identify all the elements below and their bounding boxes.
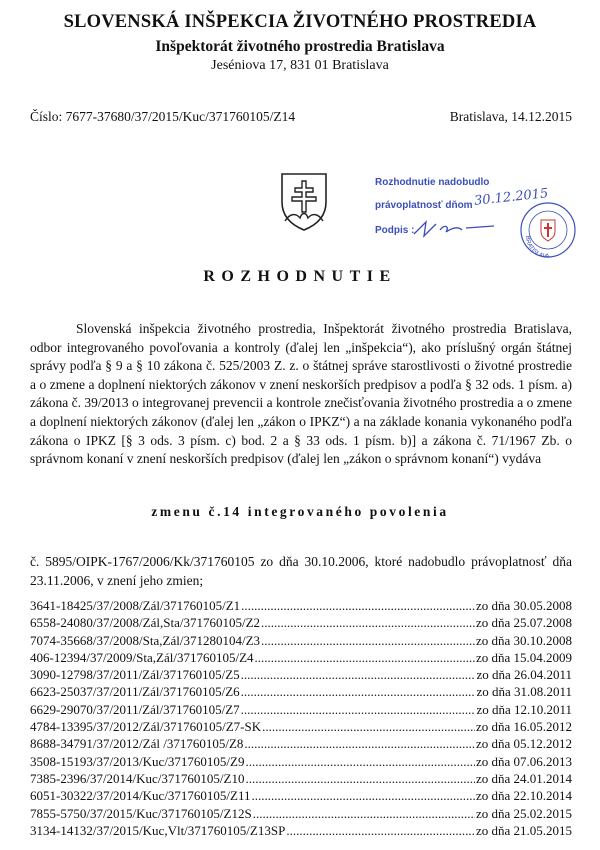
- amendment-item: [30, 667, 572, 684]
- amendments-list: [30, 598, 572, 840]
- amendment-number: 3134-14132/37/2015/Kuc,Vlt/371760105/Z13SP: [30, 822, 286, 838]
- amendment-item: [30, 615, 572, 632]
- organization-address: Jeséniova 17, 831 01 Bratislava: [211, 58, 389, 73]
- reference-number: Číslo: 7677-37680/37/2015/Kuc/371760105/Z14: [30, 109, 296, 124]
- amendment-number: 3508-15193/37/2013/Kuc/371760105/Z9: [30, 753, 245, 769]
- round-stamp-text: BRATISLAVA: [523, 235, 550, 260]
- document-heading: ROZHODNUTIE: [203, 268, 397, 285]
- amendment-date: zo dňa 24.01.2014: [475, 770, 572, 786]
- amendment-item: [30, 684, 572, 701]
- amendment-date: zo dňa 30.05.2008: [475, 598, 572, 613]
- organization-title: SLOVENSKÁ INŠPEKCIA ŽIVOTNÉHO PROSTREDIA: [63, 12, 537, 32]
- stamp-handwritten-date: 30.12.2015: [473, 186, 550, 209]
- amendment-number: 6623-25037/37/2011/Zál/371760105/Z6: [30, 684, 240, 700]
- amendment-date: zo dňa 16.05.2012: [475, 719, 572, 735]
- stamp-line-signature: Podpis :: [375, 225, 415, 236]
- amendment-date: zo dňa 31.08.2011: [476, 684, 572, 700]
- amendment-item: [30, 702, 572, 719]
- amendment-number: 8688-34791/37/2012/Zál /371760105/Z8: [30, 736, 244, 752]
- amendment-number: 3641-18425/37/2008/Zál/371760105/Z1: [30, 598, 241, 613]
- amendment-date: zo dňa 25.02.2015: [475, 805, 572, 821]
- amendment-item: [30, 771, 572, 788]
- permit-reference: č. 5895/OIPK-1767/2006/Kk/371760105 zo dňa 30.10.2006, ktoré nadobudlo právoplatnosť dňa 23.11.2006, v znení jeho zmien;: [30, 554, 572, 588]
- organization-subtitle: Inšpektorát životného prostredia Bratislava: [155, 38, 445, 55]
- amendment-number: 406-12394/37/2009/Sta,Zál/371760105/Z4: [30, 649, 254, 665]
- amendment-item: [30, 754, 572, 771]
- stamp-line-effective: právoplatnosť dňom: [375, 200, 473, 211]
- stamp-line-decision: Rozhodnutie nadobudlo: [375, 177, 490, 188]
- handwritten-signature-icon: [410, 216, 510, 240]
- amendment-number: 3090-12798/37/2011/Zál/371760105/Z5: [30, 667, 240, 683]
- official-round-stamp-icon: [518, 200, 578, 260]
- decision-subheading: zmenu č.14 integrovaného povolenia: [151, 504, 449, 519]
- amendment-item: [30, 736, 572, 753]
- amendment-date: zo dňa 25.07.2008: [475, 615, 572, 631]
- amendment-date: zo dňa 26.04.2011: [476, 667, 572, 683]
- amendment-date: zo dňa 07.06.2013: [475, 753, 572, 769]
- amendment-item: [30, 598, 572, 615]
- amendment-item: [30, 788, 572, 805]
- amendment-number: 7855-5750/37/2015/Kuc/371760105/Z12S: [30, 805, 252, 821]
- amendment-item: [30, 719, 572, 736]
- amendment-number: 6051-30322/37/2014/Kuc/371760105/Z11: [30, 788, 251, 804]
- amendment-date: zo dňa 15.04.2009: [475, 649, 572, 665]
- legal-effect-stamp: [372, 172, 572, 262]
- amendment-date: zo dňa 22.10.2014: [475, 788, 572, 804]
- state-emblem-icon: [279, 172, 329, 232]
- amendment-number: 6629-29070/37/2011/Zál/371760105/Z7: [30, 701, 240, 717]
- amendment-item: [30, 806, 572, 823]
- amendment-date: zo dňa 05.12.2012: [475, 736, 572, 752]
- amendment-date: zo dňa 30.10.2008: [475, 632, 572, 648]
- amendment-number: 7074-35668/37/2008/Sta,Zál/371280104/Z3: [30, 632, 261, 648]
- amendment-item: [30, 633, 572, 650]
- amendment-number: 6558-24080/37/2008/Zál,Sta/371760105/Z2: [30, 615, 261, 631]
- amendment-date: zo dňa 21.05.2015: [475, 822, 572, 838]
- amendment-number: 4784-13395/37/2012/Zál/371760105/Z7-SK: [30, 719, 262, 735]
- amendment-item: [30, 650, 572, 667]
- decision-body: Slovenská inšpekcia životného prostredia, Inšpektorát životného prostredia Bratislava, odbor integrovaného povoľovania a kontroly (ďalej len „inšpekcia“), ako príslušný orgán štátnej správy podľa § 9 a § 10 zákona č. 525/2003 Z. z. o štátnej správe starostlivosti o životné prostredie a o zmene a doplnení niektorých zákonov v znení neskorších predpisov a podľa § 32 ods. 1 písm. a) zákona č. 39/2013 o integrovanej prevencii a kontrole znečisťovania životného prostredia a o zmene a doplnení niektorých zákonov (ďalej len „zákon o IPKZ“) a na základe konania vykonaného podľa zákona o IPKZ [§ 3 ods. 3 písm. c) bod. 2 a § 33 ods. 1 písm. b)] a zákona č. 71/1967 Zb. o správnom konaní v znení neskorších predpisov (ďalej len „zákon o správnom konaní“) vydáva: [30, 321, 572, 467]
- amendment-date: zo dňa 12.10.2011: [476, 701, 572, 717]
- amendment-number: 7385-2396/37/2014/Kuc/371760105/Z10: [30, 770, 245, 786]
- amendment-item: [30, 823, 572, 840]
- city-date: Bratislava, 14.12.2015: [449, 109, 572, 124]
